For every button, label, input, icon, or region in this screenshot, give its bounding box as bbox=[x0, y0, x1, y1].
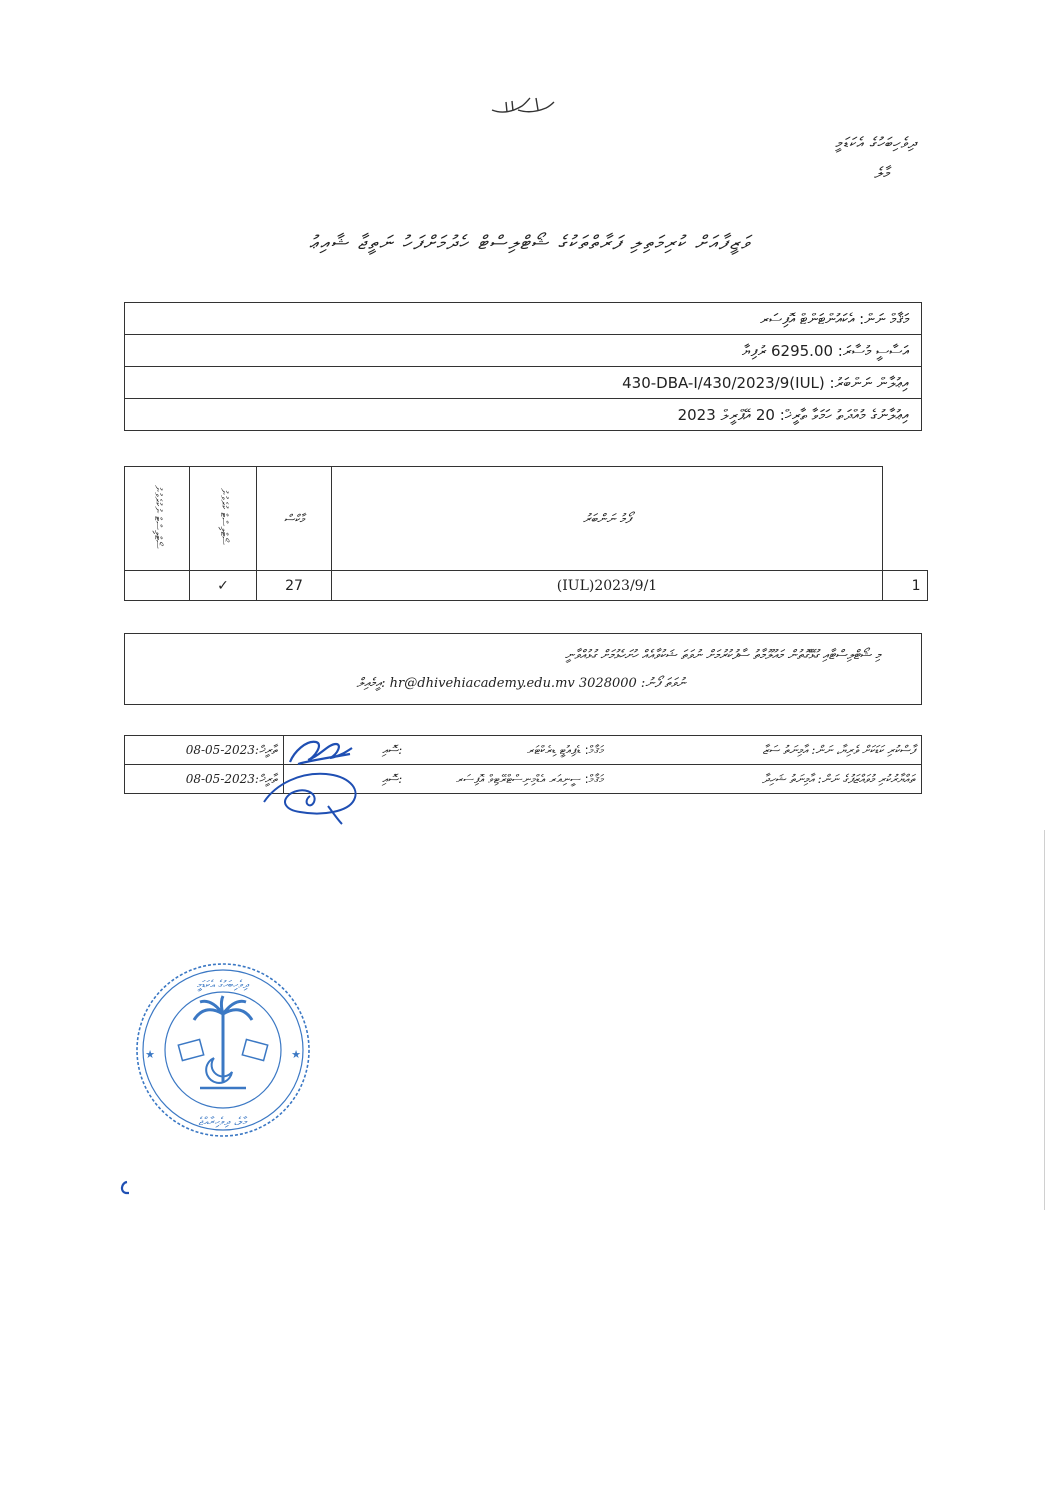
shortlist-table bbox=[124, 466, 928, 601]
cell-not-shortlisted bbox=[125, 571, 190, 601]
header-not-shortlisted-label: ޝޯޓްލިސްޓް ނުކުރެވުނު bbox=[152, 484, 163, 549]
cell-index: 1 bbox=[883, 571, 928, 601]
sign-label: ސޮއި: bbox=[382, 742, 403, 757]
vacancy-info-table bbox=[124, 302, 922, 431]
sign-role: ފާސްކުރި ކަޑަކަށް ވެރިޔާ، ނަން: އާމިނަތު ސަޒާ bbox=[610, 736, 922, 765]
header-shortlisted bbox=[190, 467, 257, 571]
signature-row bbox=[125, 736, 922, 765]
bismillah-calligraphy bbox=[488, 92, 558, 118]
sign-post: މަޤާމް: ސީނިއަރ އެޑްމިނިސްޓްރޭޓިވް އޮފިސަރ bbox=[408, 765, 610, 794]
contact-text bbox=[161, 642, 881, 698]
cell-form-number: (IUL)2023/9/1 bbox=[332, 571, 883, 601]
sign-role: ތައްޔާރުކުރި މުވައްޒަފުގެ ނަން: އާމިނަތު ޝަހިދާ bbox=[610, 765, 922, 794]
table-row bbox=[125, 571, 928, 601]
official-seal bbox=[128, 962, 318, 1138]
svg-text:★: ★ bbox=[291, 1048, 301, 1061]
header-shortlisted-label: ޝޯޓްލިސްޓް ކުރެވުނު bbox=[218, 487, 229, 546]
svg-text:★: ★ bbox=[145, 1048, 155, 1061]
info-row-notice bbox=[125, 367, 922, 399]
signatures-table bbox=[124, 735, 922, 794]
cell-shortlisted-check: ✓ bbox=[190, 571, 257, 601]
scan-edge-line bbox=[1044, 830, 1045, 1210]
notice-number: އިޢުލާން ނަންބަރު: (IUL)430-DBA-I/430/2023/9 bbox=[125, 367, 922, 399]
date-label: ތާރީޚް:2023-05-08 bbox=[185, 771, 277, 786]
header-form-number bbox=[332, 467, 883, 571]
signature-row bbox=[125, 765, 922, 794]
basic-salary: އަސާސީ މުސާރަ: 6295.00 ރުފިޔާ bbox=[125, 335, 922, 367]
header-marks bbox=[257, 467, 332, 571]
info-row-post bbox=[125, 303, 922, 335]
seal-bottom-text: މާލެ، ދިވެހިރާއްޖެ bbox=[198, 1115, 248, 1128]
header-index bbox=[883, 467, 928, 571]
info-row-date bbox=[125, 399, 922, 431]
header-form-number-label: ފޯމު ނަންބަރު bbox=[582, 511, 632, 527]
contact-line-1: މި ޝޯޓްލިސްޓާއި ގުޅޭގޮތުން މައުލޫމާތު ސާފުކުރުމަށް ނުވަތަ ޝަކުވާއެއް ހުށަހެޅުމަށް ގުޅުއްވާނީ bbox=[564, 648, 881, 663]
date-label: ތާރީޚް:2023-05-08 bbox=[185, 742, 277, 757]
header-marks-label: މާކްސް bbox=[283, 511, 305, 526]
info-row-salary bbox=[125, 335, 922, 367]
post-name: މަޤާމް ނަން: އެކައުންޓަންޓް އޮފިސަރ bbox=[125, 303, 922, 335]
office-location: މާލެ bbox=[874, 164, 889, 182]
contact-info-box bbox=[124, 633, 922, 705]
seal-top-text: ދިވެހިބަހުގެ އެކަޑަމީ bbox=[196, 978, 250, 991]
sign-label: ސޮއި: bbox=[382, 771, 403, 786]
corner-mark bbox=[117, 1180, 131, 1196]
contact-line-2: އީމެއިލް: hr@dhivehiacademy.edu.mv ނުވަތަ ފޯނު: 3028000 bbox=[356, 676, 686, 691]
cell-marks: 27 bbox=[257, 571, 332, 601]
table-header-row bbox=[125, 467, 928, 571]
header-not-shortlisted bbox=[125, 467, 190, 571]
signature-2 bbox=[256, 762, 368, 826]
deadline-date: އިޢުލާނުގެ މުއްދަތު ހަމަވާ ތާރީޚް: 20 އޭޕްރީލް 2023 bbox=[125, 399, 922, 431]
document-title: ވަޒީފާއަށް ކުރިމަތިލި ފަރާތްތަކުގެ ޝޯޓްލިސްޓް ހެދުމަށްފަހު ނަތީޖާ ޝާއިޢު bbox=[309, 232, 751, 254]
sign-date bbox=[125, 736, 284, 765]
sign-post: މަޤާމް: ޑެޕިއުޓީ ޑިރެކްޓަރ bbox=[408, 736, 610, 765]
office-name: ދިވެހިބަހުގެ އެކަޑަމީ bbox=[835, 134, 917, 152]
